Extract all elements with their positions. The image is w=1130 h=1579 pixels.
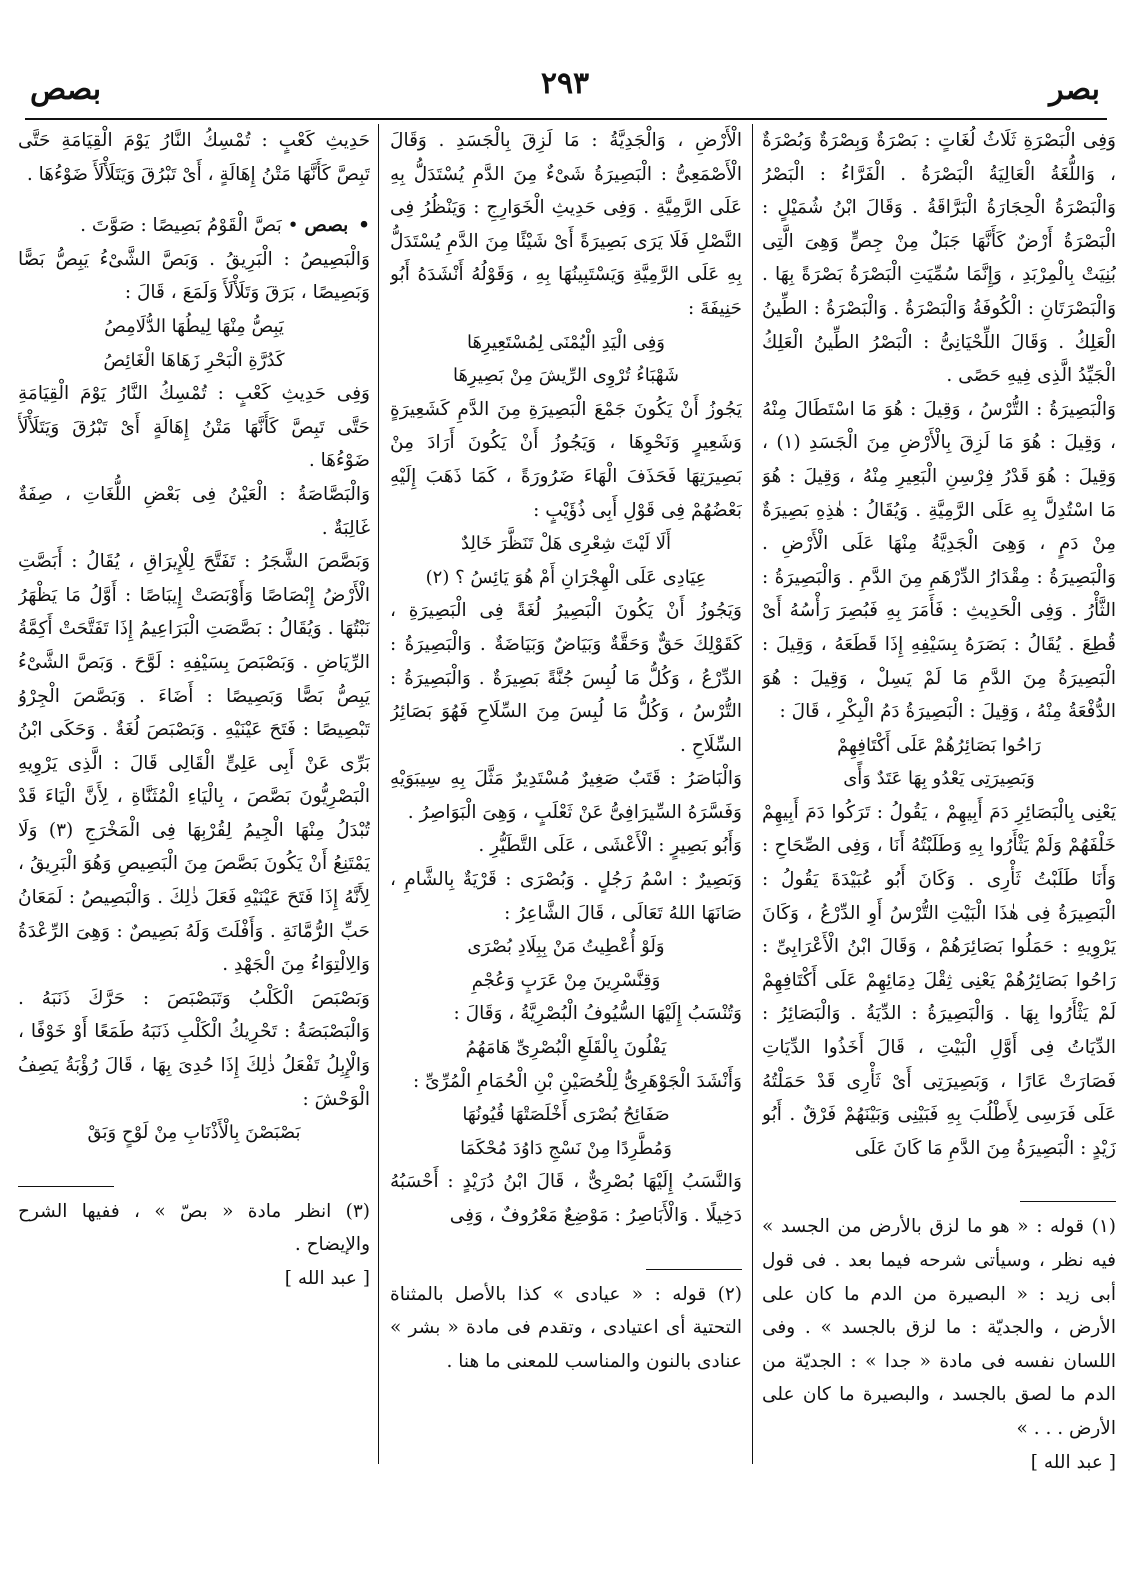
verse-line: وَلَوْ أُعْطِيتُ مَنْ بِبِلَادِ بُصْرَى bbox=[467, 936, 665, 958]
paragraph: وَالنَّسَبُ إِلَيْهَا بُصْرِىٌّ ، قَالَ ابْنُ دُرَيْدٍ : أَحْسَبُهُ دَخِيلًا . وَالْأَبَاصِرُ : مَوْضِعٌ مَعْرُوفٌ ، وَفِى bbox=[390, 1171, 742, 1226]
header-rule bbox=[25, 118, 1107, 120]
verse-line: عِيَادِى عَلَى الْهِجْرَانِ أَمْ هُوَ يَائِسُ ؟ (٢) bbox=[425, 566, 707, 588]
verse-line: صَفَائِحُ بُصْرَى أَخْلَصَتْهَا قُيُونُهَا bbox=[462, 1104, 670, 1126]
paragraph: يَعْنِى بِالْبَصَائِرِ دَمَ أَبِيهِمْ ، يَقُولُ : تَرَكُوا دَمَ أَبِيهِمْ خَلْفَهُمْ وَلَمْ يَثْأَرُوا بِهِ وَطَلَبْتُهُ أَنَا ، وَفِى الصِّحَاحِ : وَأَنَا طَلَبْتُ ثَأْرِى . وَكَانَ أَبُو عُبَيْدَةَ يَقُولُ : الْبَصِيرَةُ فِى هٰذَا الْبَيْتِ التُّرْسُ أَوِ الدِّرْعُ ، وَكَانَ يَرْوِيهِ : حَمَلُوا بَصَائِرَهُمْ ، وَقَالَ ابْنُ الْأَعْرَابِىِّ : رَاحُوا بَصَائِرُهُمْ يَعْنِى ثِقْلَ دِمَائِهِمْ عَلَى أَكْتَافِهِمْ لَمْ يَثْأَرُوا بِهَا . وَالْبَصِيرَةُ : الدِّيَةُ . وَالْبَصَائِرُ : الدِّيَاتُ فِى أَوَّلِ الْبَيْتِ ، قَالَ أَخَذُوا الدِّيَاتِ فَصَارَتْ عَارًا ، وَبَصِيرَتِى أَىْ ثَأْرِى قَدْ حَمَلْتُهُ عَلَى فَرَسِى لِأَطْلُبَ بِهِ فَبَيْنِى وَبَيْنَهُمْ فَرْقٌ . أَبُو زَيْدٍ : الْبَصِيرَةُ مِنَ الدَّمِ مَا كَانَ عَلَى bbox=[762, 801, 1116, 1159]
paragraph: وَالْبَصِيرَةُ : التُّرْسُ ، وَقِيلَ : هُوَ مَا اسْتَطَالَ مِنْهُ ، وَقِيلَ : هُوَ مَا لَزِقَ بِالْأَرْضِ مِنَ الْجَسَدِ (١) ، وَقِيلَ : هُوَ قَدْرُ فِرْسِنِ الْبَعِيرِ مِنْهُ ، وَقِيلَ : هُوَ مَا اسْتُدِلَّ بِهِ عَلَى الرَّمِيَّةِ . وَيُقَالُ : هٰذِهِ بَصِيرَةٌ مِنْ دَمٍ ، وَهِىَ الْجَدِيَّةُ مِنْهَا عَلَى الْأَرْضِ . وَالْبَصِيرَةُ : مِقْدَارُ الدِّرْهَمِ مِنَ الدَّمِ . وَالْبَصِيرَةُ : الثَّأْرُ . وَفِى الْحَدِيثِ : فَأَمَرَ بِهِ فَبُصِرَ رَأْسُهُ أَىْ قُطِعَ . يُقَالُ : بَصَرَهُ بِسَيْفِهِ إِذَا قَطَعَهُ ، وَقِيلَ : الْبَصِيرَةُ مِنَ الدَّمِ مَا لَمْ يَسِلْ ، وَقِيلَ : هُوَ الدُّفْعَةُ مِنْهُ ، وَقِيلَ : الْبَصِيرَةُ دَمُ الْبِكْرِ ، قَالَ : bbox=[762, 398, 1116, 723]
paragraph: وَفِى الْبَصْرَةِ ثَلَاثُ لُغَاتٍ : بَصْرَةٌ وَبِصْرَةٌ وَبُصْرَةٌ ، وَاللُّغَةُ الْعَالِيَةُ الْبَصْرَةُ . الْفَرَّاءُ : الْبَصْرُ وَالْبَصْرَةُ الْحِجَارَةُ الْبَرَّاقَةُ . وَقَالَ ابْنُ شُمَيْلٍ : الْبَصْرَةُ أَرْضٌ كَأَنَّهَا جَبَلٌ مِنْ جِصٍّ وَهِىَ الَّتِى بُنِيَتْ بِالْمِرْبَدِ ، وَإِنَّمَا سُمِّيَتِ الْبَصْرَةُ بَصْرَةً بِهَا . وَالْبَصْرَتَانِ : الْكُوفَةُ وَالْبَصْرَةُ . وَالْبَصْرَةُ : الطِّينُ الْعَلِكُ . وَقَالَ اللِّحْيَانِىُّ : الْبَصْرُ الطِّينُ الْعَلِكُ الْجَيِّدُ الَّذِى فِيهِ حَصًى . bbox=[762, 130, 1116, 387]
verse-line: وَفِى الْيَدِ الْيُمْنَى لِمُسْتَعِيرِهَا bbox=[467, 331, 665, 353]
verse-line: يَبِصُّ مِنْهَا لِيطُهَا الدُّلَامِصُ bbox=[104, 315, 284, 337]
entry-bullet: • bbox=[358, 215, 370, 237]
verse-line: وَقِنَّسْرِينَ مِنْ عَرَبٍ وَعُجْمِ bbox=[471, 969, 661, 991]
page-number: ٢٩٣ bbox=[540, 66, 590, 101]
verse-line: أَلَا لَيْتَ شِعْرِى هَلْ تَنَظَّرَ خَالِدٌ bbox=[460, 533, 672, 555]
running-head-right: بصر bbox=[1049, 72, 1100, 107]
verse-line: كَدُرَّةِ الْبَحْرِ زَهَاهَا الْغَائِصُ bbox=[103, 349, 285, 371]
entry-headword: بصص bbox=[304, 215, 349, 237]
footnote-rule bbox=[646, 1269, 742, 1270]
footnote: (٢) قوله : « عيادى » كذا بالأصل بالمثناة التحتية أى اعتيادى ، وتقدم فى مادة « بشر » عنادى بالنون والمناسب للمعنى ما هنا . bbox=[390, 1283, 742, 1372]
paragraph: وَالْبَصِيصُ : الْبَرِيقُ . وَبَصَّ الشَّىْءُ يَبِصُّ بَصًّا وَبَصِيصًا ، بَرَقَ وَتَلَأْلَأَ وَلَمَعَ ، قَالَ : bbox=[18, 248, 370, 304]
footnote-rule bbox=[1020, 1201, 1116, 1202]
column-middle bbox=[390, 124, 742, 1554]
verse-line: يَفْلُونَ بِالْقَلَعِ الْبُصْرِىِّ هَامَهُمُ bbox=[465, 1037, 667, 1059]
paragraph: وَأَبُو بَصِيرٍ : الْأَعْشَى ، عَلَى التَّطَيُّرِ . bbox=[478, 835, 742, 857]
footnote-rule bbox=[18, 1186, 114, 1187]
paragraph: وَبَصَّصَ الشَّجَرُ : تَفَتَّحَ لِلْإِيرَاقِ ، يُقَالُ : أَبَصَّتِ الْأَرْضُ إِبْصَاصًا وَأَوْبَصَتْ إِيبَاصًا : أَوَّلُ مَا يَظْهَرُ نَبْتُهَا . وَيُقَالُ : بَصَّصَتِ الْبَرَاعِيمُ إِذَا تَفَتَّحَتْ أَكِمَّةُ الرِّيَاضِ . وَبَصْبَصَ بِسَيْفِهِ : لَوَّحَ . وَبَصَّ الشَّىْءُ يَبِصُّ بَصًّا وَبَصِيصًا : أَضَاءَ . وَبَصَّصَ الْجِرْوُ تَبْصِيصًا : فَتَحَ عَيْنَيْهِ . وَبَصْبَصَ لُغَةٌ . وَحَكَى ابْنُ بَرِّى عَنْ أَبِى عَلِىٍّ الْقَالِى قَالَ : الَّذِى يَرْوِيهِ الْبَصْرِيُّونَ بَصَّصَ ، بِالْيَاءِ الْمُثَنَّاةِ ، لِأَنَّ الْيَاءَ قَدْ تُبْدَلُ مِنْهَا الْجِيمُ لِقُرْبِهَا فِى الْمَخْرَجِ (٣) وَلَا يَمْتَنِعُ أَنْ يَكُونَ بَصَّصَ مِنَ الْبَصِيصِ وَهُوَ الْبَرِيقُ ، لِأَنَّهُ إِذَا فَتَحَ عَيْنَيْهِ فَعَلَ ذٰلِكَ . وَالْبَصِيصُ : لَمَعَانُ حَبِّ الرُّمَّانَةِ . وَأَفْلَتَ وَلَهُ بَصِيصٌ : وَهِىَ الرِّعْدَةُ وَالِالْتِوَاءُ مِنَ الْجَهْدِ . bbox=[18, 551, 370, 976]
paragraph: وَبَصْبَصَ الْكَلْبُ وَتَبَصْبَصَ : حَرَّكَ ذَنَبَهُ . وَالْبَصْبَصَةُ : تَحْرِيكُ الْكَلْبِ ذَنَبَهُ طَمَعًا أَوْ خَوْفًا ، وَالْإِبِلُ تَفْعَلُ ذٰلِكَ إِذَا حُدِىَ بِهَا ، قَالَ رُؤْبَةُ يَصِفُ الْوَحْشَ : bbox=[18, 987, 370, 1110]
paragraph: وَفِى حَدِيثِ كَعْبٍ : تُمْسِكُ النَّارُ يَوْمَ الْقِيَامَةِ حَتَّى تَبِصَّ كَأَنَّهَا مَتْنُ إِهَالَةٍ أَىْ تَبْرُقَ وَيَتَلَأْلَأَ ضَوْءُهَا . bbox=[18, 383, 370, 472]
paragraph: وَيَجُوزُ أَنْ يَكُونَ الْبَصِيرُ لُغَةً فِى الْبَصِيرَةِ ، كَقَوْلِكَ حَقٌّ وَحَقَّةٌ وَبَيَاضٌ وَبَيَاضَةٌ . وَالْبَصِيرَةُ : الدِّرْعُ ، وَكُلُّ مَا لُبِسَ جُنَّةً بَصِيرَةٌ . وَالْبَصِيرَةُ : التُّرْسُ ، وَكُلُّ مَا لُبِسَ مِنَ السِّلَاحِ فَهُوَ بَصَائِرُ السِّلَاحِ . bbox=[390, 600, 742, 756]
footnote: (١) قوله : « هو ما لزق بالأرض من الجسد » فيه نظر ، وسيأتى شرحه فيما بعد . فى قول أبى زيد : « البصيرة من الدم ما كان على الأرض ، والجديّة : ما لزق بالجسد » . وفى اللسان نفسه فى مادة « جدا » : الجديّة من الدم ما لصق بالجسد ، والبصيرة ما كان على الأرض . . . » bbox=[762, 1216, 1116, 1439]
verse-line: بَصْبَصْنَ بِالْأَذْنَابِ مِنْ لَوْحٍ وَبَقْ bbox=[87, 1122, 301, 1144]
paragraph: وَأَنْشَدَ الْجَوْهَرِىُّ لِلْحُصَيْنِ بْنِ الْحُمَامِ الْمُرِّىِّ : bbox=[413, 1070, 742, 1092]
verse-line: رَاحُوا بَصَائِرُهُمْ عَلَى أَكْتَافِهِمْ bbox=[837, 734, 1041, 756]
column-left bbox=[18, 124, 370, 1554]
column-divider bbox=[378, 124, 379, 1464]
editor-signature: [ عبد الله ] bbox=[284, 1268, 370, 1289]
paragraph: وَبَصِيرٌ : اسْمُ رَجُلٍ . وَبُصْرَى : قَرْيَةٌ بِالشَّامِ ، صَانَهَا اللهُ تَعَالَى ، قَالَ الشَّاعِرُ : bbox=[390, 869, 742, 924]
column-right bbox=[762, 124, 1116, 1554]
paragraph: الْأَرْضِ ، وَالْجَدِيَّةُ : مَا لَزِقَ بِالْجَسَدِ . وَقَالَ الْأَصْمَعِىُّ : الْبَصِيرَةُ شَىْءٌ مِنَ الدَّمِ يُسْتَدَلُّ بِهِ عَلَى الرَّمِيَّةِ . وَفِى حَدِيثِ الْخَوَارِجِ : وَيَنْظُرُ فِى النَّصْلِ فَلَا يَرَى بَصِيرَةً أَىْ شَيْئًا مِنَ الدَّمِ يُسْتَدَلُّ بِهِ عَلَى الرَّمِيَّةِ وَيَسْتَبِينُهَا بِهِ ، وَقَوْلُهُ أَنْشَدَهُ أَبُو حَنِيفَةَ : bbox=[390, 130, 742, 319]
editor-signature: [ عبد الله ] bbox=[1030, 1451, 1116, 1473]
paragraph: حَدِيثِ كَعْبٍ : تُمْسِكُ النَّارُ يَوْمَ الْقِيَامَةِ حَتَّى تَبِصَّ كَأَنَّهَا مَتْنُ إِهَالَةٍ ، أَىْ تَبْرُقَ وَيَتَلَأْلَأَ ضَوْءُهَا . bbox=[18, 130, 370, 185]
column-divider bbox=[752, 124, 753, 1464]
verse-line: وَمُطَّرِدًا مِنْ نَسْجِ دَاوُدَ مُحْكَمَا bbox=[460, 1137, 672, 1159]
paragraph: يَجُوزُ أَنْ يَكُونَ جَمْعَ الْبَصِيرَةِ مِنَ الدَّمِ كَشَعِيرَةٍ وَشَعِيرٍ وَنَحْوِهَا ، وَيَجُوزُ أَنْ يَكُونَ أَرَادَ مِنْ بَصِيرَتِهَا فَحَذَفَ الْهَاءَ ضَرُورَةً ، كَمَا ذَهَبَ إِلَيْهِ بَعْضُهُمْ فِى قَوْلِ أَبِى ذُؤَيْبٍ : bbox=[390, 398, 742, 521]
verse-line: وَبَصِيرَتِى يَعْدُو بِهَا عَتَدٌ وَأًى bbox=[843, 768, 1035, 790]
entry-definition: • بَصَّ الْقَوْمُ بَصِيصًا : صَوَّتَ . bbox=[80, 215, 299, 237]
dictionary-entry bbox=[18, 209, 370, 243]
paragraph: وَتُنْسَبُ إِلَيْهَا السُّيُوفُ الْبُصْرِيَّةُ ، وَقَالَ : bbox=[453, 1003, 742, 1025]
paragraph: وَالْبَصَّاصَةُ : الْعَيْنُ فِى بَعْضِ اللُّغَاتِ ، صِفَةٌ غَالِبَةٌ . bbox=[18, 483, 370, 539]
footnote: (٣) انظر مادة « بصّ » ، ففيها الشرح والإيضاح . bbox=[18, 1200, 370, 1256]
paragraph: وَالْبَاصَرُ : قَتَبٌ صَغِيرٌ مُسْتَدِيرٌ مَثَّلَ بِهِ سِيبَوَيْهِ وَفَسَّرَهُ السِّيرَافِىُّ عَنْ ثَعْلَبٍ ، وَهِىَ الْبَوَاصِرُ . bbox=[390, 768, 742, 823]
running-head-left: بصص bbox=[30, 72, 102, 107]
verse-line: شَهْبَاءُ تُرْوِى الرِّيشَ مِنْ بَصِيرِهَا bbox=[452, 365, 680, 387]
